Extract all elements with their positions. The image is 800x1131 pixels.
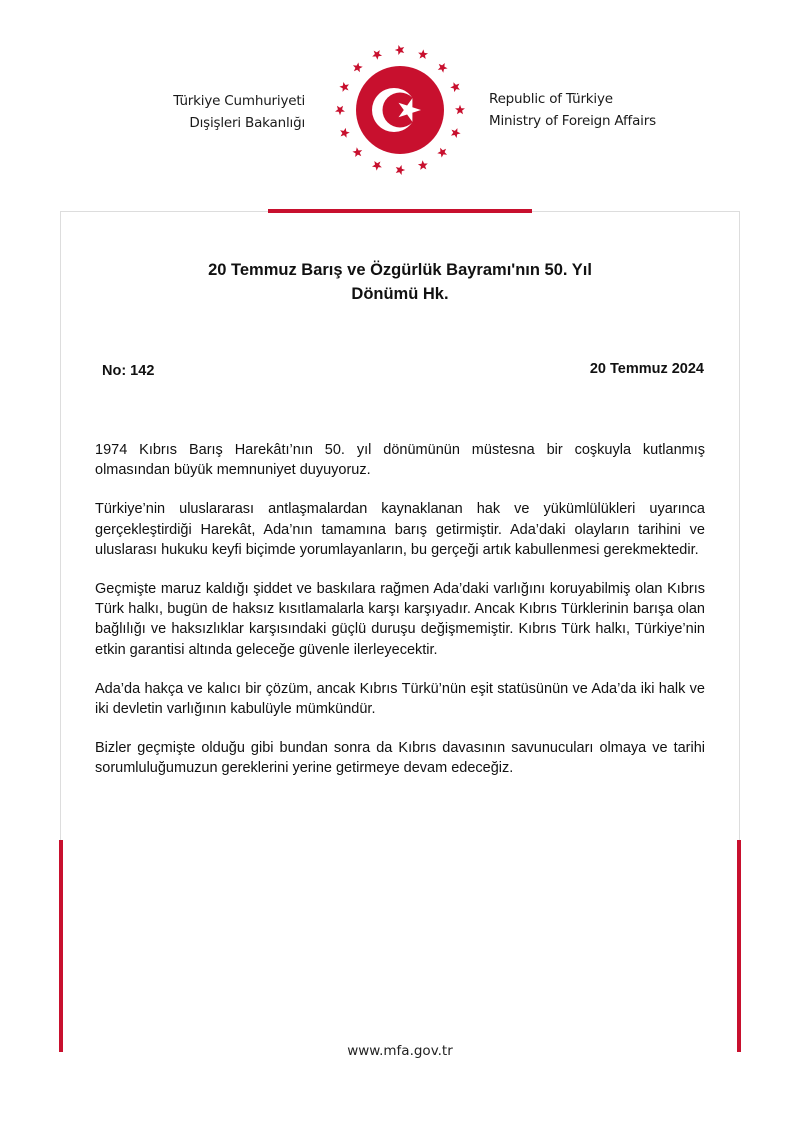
emblem-star bbox=[340, 128, 350, 138]
ministry-name-turkish bbox=[150, 90, 305, 134]
website-link[interactable]: www.mfa.gov.tr bbox=[347, 1043, 453, 1059]
emblem-star bbox=[438, 63, 448, 73]
ministry-emblem-icon bbox=[330, 40, 470, 180]
paragraph: Türkiye’nin uluslararası antlaşmalardan kaynaklanan hak ve yükümlülükleri uyarınca gerçekleştirdiği Harekât, Ada’nın tamamına barış getirmiştir. Ada’daki olayların tarihini ve uluslarası hukuku keyfi biçimde yorumlayanların, bu gerçeği artık kabullenmesi gerekmektedir. bbox=[95, 501, 705, 558]
frame-top-accent bbox=[268, 209, 532, 213]
emblem-star bbox=[437, 148, 447, 158]
emblem-star bbox=[395, 45, 404, 55]
emblem-star bbox=[418, 49, 428, 59]
header-left-line1: Türkiye Cumhuriyeti bbox=[173, 93, 305, 109]
document-title bbox=[120, 258, 680, 306]
paragraph: 1974 Kıbrıs Barış Harekâtı’nın 50. yıl dönümünün müstesna bir coşkuyla kutlanmış olmasından büyük memnuniyet duyuyoruz. bbox=[95, 442, 705, 479]
frame-left-accent bbox=[59, 840, 63, 1052]
title-line1: 20 Temmuz Barış ve Özgürlük Bayramı'nın 50. Yıl bbox=[208, 261, 592, 279]
emblem-star bbox=[372, 50, 382, 60]
emblem-star bbox=[335, 106, 345, 115]
frame-right-accent bbox=[737, 840, 741, 1052]
emblem-star bbox=[353, 62, 363, 72]
document-body bbox=[95, 440, 705, 798]
ministry-name-english bbox=[489, 88, 689, 132]
emblem-star bbox=[396, 165, 405, 175]
emblem-star bbox=[451, 128, 461, 138]
paragraph: Ada’da hakça ve kalıcı bir çözüm, ancak Kıbrıs Türkü’nün eşit statüsünün ve Ada’da iki halk ve iki devletin varlığının kabulüyle mümkündür. bbox=[95, 680, 705, 718]
emblem-star bbox=[418, 160, 428, 170]
document-number: No: 142 bbox=[102, 363, 155, 379]
emblem-star bbox=[339, 82, 349, 92]
emblem-star bbox=[450, 82, 460, 92]
emblem-star bbox=[455, 105, 465, 114]
title-line2: Dönümü Hk. bbox=[351, 285, 449, 303]
paragraph: Geçmişte maruz kaldığı şiddet ve baskılara rağmen Ada’daki varlığını koruyabilmiş olan Kıbrıs Türk halkı, bugün de haksız kısıtlamalarla karşı karşıyadır. Ancak Kıbrıs Türklerinin barışa olan bağlılığı ve haksızlıklar karşısındaki güçlü duruşu değişmemiştir. Kıbrıs Türk halkı, Türkiye’nin etkin garantisi altında geleceğe güvenle ilerleyecektir. bbox=[95, 581, 705, 658]
header-left-line2: Dışişleri Bakanlığı bbox=[189, 115, 305, 131]
emblem-star bbox=[352, 147, 362, 157]
document-date: 20 Temmuz 2024 bbox=[589, 361, 704, 377]
header-right-line1: Republic of Türkiye bbox=[489, 91, 613, 107]
paragraph: Bizler geçmişte olduğu gibi bundan sonra da Kıbrıs davasının savunucuları olmaya ve tarihi sorumluluğumuzun gereklerini yerine getirmeye devam edeceğiz. bbox=[95, 740, 705, 777]
emblem-star bbox=[372, 161, 382, 171]
header-right-line2: Ministry of Foreign Affairs bbox=[489, 113, 656, 129]
